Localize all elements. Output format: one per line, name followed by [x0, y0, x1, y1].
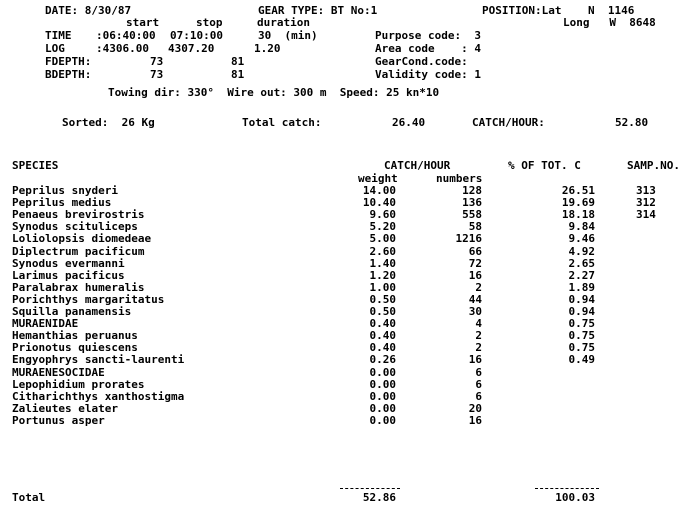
weight-value: 9.60 [369, 208, 396, 222]
weight-subheader: weight [358, 172, 398, 185]
position-long-field: Long W 8648 [563, 16, 656, 29]
pct-total-column-header: % OF TOT. C [508, 159, 581, 172]
numbers-value: 16 [468, 268, 482, 282]
weight-value: 0.40 [369, 329, 396, 343]
weight-value: 1.20 [369, 268, 396, 282]
numbers-value: 58 [468, 220, 482, 234]
numbers-value: 2 [475, 329, 482, 343]
pct-value: 0.75 [568, 329, 595, 343]
numbers-value: 72 [468, 256, 482, 270]
numbers-value: 6 [475, 365, 482, 379]
numbers-value: 128 [462, 184, 482, 197]
pct-value: 26.51 [561, 184, 595, 197]
species-name: Larimus pacificus [12, 268, 125, 282]
weight-value: 2.60 [369, 244, 396, 258]
fdepth-stop-value: 81 [231, 55, 245, 68]
pct-value: 4.92 [568, 244, 595, 258]
numbers-value: 4 [475, 317, 482, 331]
species-name: Paralabrax humeralis [12, 280, 145, 294]
species-name: Synodus evermanni [12, 256, 125, 270]
pct-value: 19.69 [561, 196, 595, 210]
species-name: Citharichthys xanthostigma [12, 389, 185, 403]
numbers-value: 1216 [455, 232, 482, 246]
numbers-value: 6 [475, 389, 482, 403]
catch-hour-label: CATCH/HOUR: [472, 116, 545, 129]
log-label: LOG [45, 42, 65, 55]
species-name: Squilla panamensis [12, 305, 132, 318]
time-duration-value: 30 (min) [258, 29, 318, 42]
weight-value: 0.00 [369, 377, 396, 391]
purpose-code-field: Purpose code: 3 [375, 29, 481, 42]
species-name: MURAENESOCIDAE [12, 365, 105, 379]
numbers-value: 2 [475, 280, 482, 294]
sorted-field: Sorted: 26 Kg [62, 116, 155, 129]
weight-value: 5.00 [369, 232, 396, 246]
catch-hour-value: 52.80 [615, 116, 649, 129]
numbers-value: 6 [475, 377, 482, 391]
species-name: Prionotus quiescens [12, 341, 138, 355]
weight-value: 0.40 [369, 341, 396, 355]
total-catch-label: Total catch: [242, 116, 322, 129]
fdepth-start-value: 73 [150, 55, 164, 68]
numbers-value: 16 [468, 413, 482, 427]
col-duration-label: duration [257, 16, 310, 29]
samp-no-column-header: SAMP.NO. [627, 159, 680, 172]
species-name: Penaeus brevirostris [12, 208, 145, 222]
species-name: Synodus scituliceps [12, 220, 138, 234]
log-duration-value: 1.20 [254, 42, 281, 55]
time-start-value: :06:40:00 [96, 29, 156, 42]
samp-no-value: 313 [636, 184, 656, 197]
catch-hour-column-header: CATCH/HOUR [384, 159, 451, 172]
pct-value: 0.75 [568, 317, 595, 331]
gear-type-field: GEAR TYPE: BT No:1 [258, 4, 378, 17]
weight-value: 14.00 [362, 184, 396, 197]
position-lat-field: POSITION:Lat N 1146 [482, 4, 635, 17]
bdepth-label: BDEPTH: [45, 68, 92, 81]
total-pct-value: 100.03 [555, 491, 595, 504]
weight-value: 1.40 [369, 256, 396, 270]
weight-value: 0.40 [369, 317, 396, 331]
numbers-value: 136 [462, 196, 482, 210]
pct-value: 9.84 [568, 220, 595, 234]
pct-value: 2.65 [568, 256, 595, 270]
time-stop-value: 07:10:00 [170, 29, 223, 42]
species-name: Portunus asper [12, 413, 105, 427]
pct-value: 0.49 [568, 353, 595, 367]
pct-value: 1.89 [568, 280, 595, 294]
pct-value: 18.18 [561, 208, 595, 222]
total-catch-value: 26.40 [392, 116, 426, 129]
gear-cond-field: GearCond.code: [375, 55, 468, 68]
species-name: Engyophrys sancti-laurenti [12, 353, 185, 367]
weight-value: 5.20 [369, 220, 396, 234]
weight-value: 0.50 [369, 305, 396, 318]
validity-code-field: Validity code: 1 [375, 68, 481, 81]
numbers-value: 66 [468, 244, 482, 258]
fdepth-label: FDEPTH: [45, 55, 92, 68]
weight-value: 0.26 [369, 353, 396, 367]
numbers-value: 16 [468, 353, 482, 367]
species-name: Peprilus medius [12, 196, 112, 210]
pct-total-rule [535, 488, 599, 489]
species-name: MURAENIDAE [12, 317, 79, 331]
weight-value: 0.00 [369, 401, 396, 415]
log-start-value: :4306.00 [96, 42, 149, 55]
log-stop-value: 4307.20 [168, 42, 215, 55]
numbers-value: 44 [468, 292, 482, 306]
weight-value: 0.00 [369, 365, 396, 379]
towing-info: Towing dir: 330° Wire out: 300 m Speed: 25 kn*10 [108, 86, 440, 99]
species-name: Loliolopsis diomedeae [12, 232, 152, 246]
total-weight-value: 52.86 [362, 491, 396, 504]
numbers-value: 2 [475, 341, 482, 355]
time-label: TIME [45, 29, 72, 42]
total-label: Total [12, 491, 46, 504]
numbers-value: 30 [468, 305, 482, 318]
samp-no-value: 312 [636, 196, 656, 210]
pct-value: 0.94 [568, 305, 595, 318]
numbers-value: 558 [462, 208, 482, 222]
species-name: Zalieutes elater [12, 401, 118, 415]
weight-total-rule [340, 488, 400, 489]
weight-value: 1.00 [369, 280, 396, 294]
pct-value: 0.75 [568, 341, 595, 355]
area-code-field: Area code : 4 [375, 42, 481, 55]
species-name: Hemanthias peruanus [12, 329, 138, 343]
samp-no-value: 314 [636, 208, 656, 222]
col-start-label: start [126, 16, 160, 29]
weight-value: 0.00 [369, 389, 396, 403]
pct-value: 9.46 [568, 232, 595, 246]
bdepth-start-value: 73 [150, 68, 164, 81]
species-name: Porichthys margaritatus [12, 292, 165, 306]
species-column-header: SPECIES [12, 159, 59, 172]
species-name: Peprilus snyderi [12, 184, 118, 197]
date-field: DATE: 8/30/87 [45, 4, 132, 17]
weight-value: 10.40 [362, 196, 396, 210]
species-name: Lepophidium prorates [12, 377, 145, 391]
pct-value: 2.27 [568, 268, 595, 282]
numbers-value: 20 [468, 401, 482, 415]
weight-value: 0.50 [369, 292, 396, 306]
weight-value: 0.00 [369, 413, 396, 427]
species-name: Diplectrum pacificum [12, 244, 145, 258]
numbers-subheader: numbers [436, 172, 483, 185]
bdepth-stop-value: 81 [231, 68, 245, 81]
pct-value: 0.94 [568, 292, 595, 306]
col-stop-label: stop [196, 16, 223, 29]
